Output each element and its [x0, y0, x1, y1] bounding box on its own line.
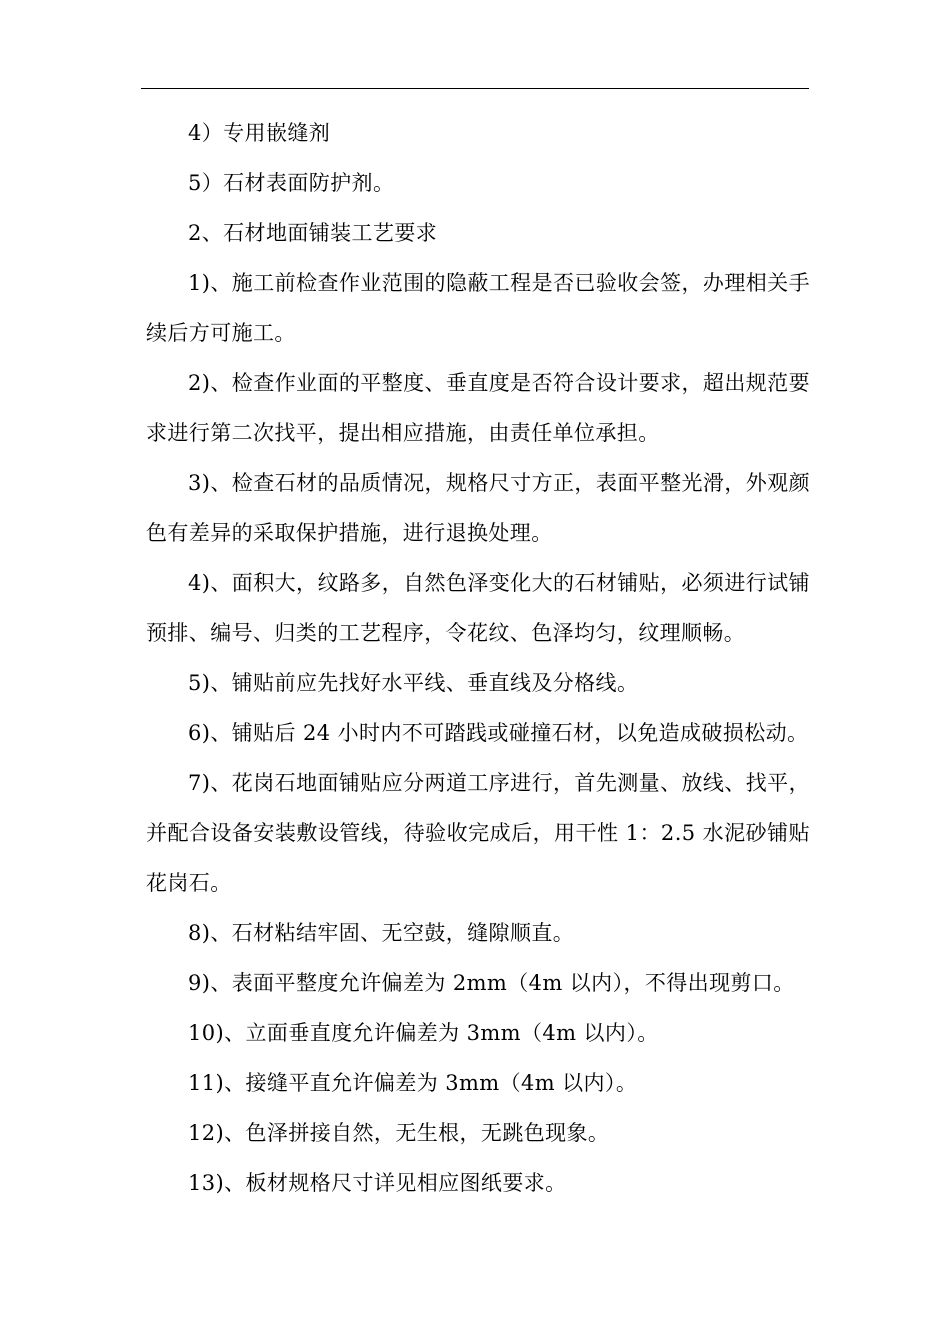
document-body: [146, 108, 810, 1208]
header-rule: [141, 88, 809, 89]
section-heading-stone-floor-paving: 2、石材地面铺装工艺要求: [188, 221, 438, 245]
paragraph-item-4-sealant: 4）专用嵌缝剂: [188, 121, 331, 145]
paragraph-item-5-protective-agent: 5）石材表面防护剂。: [188, 171, 395, 195]
paragraph-requirement-8: 8)、石材粘结牢固、无空鼓，缝隙顺直。: [188, 921, 575, 945]
paragraph-requirement-13: 13)、板材规格尺寸详见相应图纸要求。: [188, 1171, 567, 1195]
paragraph-requirement-7: 7)、花岗石地面铺贴应分两道工序进行，首先测量、放线、找平，并配合设备安装敷设管线，待验收完成后，用干性 1：2.5 水泥砂铺贴花岗石。: [146, 771, 810, 895]
paragraph-requirement-9: 9)、表面平整度允许偏差为 2mm（4m 以内），不得出现剪口。: [188, 971, 795, 995]
paragraph-requirement-1: 1)、施工前检查作业范围的隐蔽工程是否已验收会签，办理相关手续后方可施工。: [146, 271, 810, 345]
paragraph-requirement-4: 4)、面积大，纹路多，自然色泽变化大的石材铺贴，必须进行试铺预排、编号、归类的工艺程序，令花纹、色泽均匀，纹理顺畅。: [146, 571, 810, 645]
paragraph-requirement-3: 3)、检查石材的品质情况，规格尺寸方正，表面平整光滑，外观颜色有差异的采取保护措施，进行退换处理。: [146, 471, 810, 545]
paragraph-requirement-6: 6)、铺贴后 24 小时内不可踏践或碰撞石材，以免造成破损松动。: [188, 721, 809, 745]
paragraph-requirement-12: 12)、色泽拼接自然，无生根，无跳色现象。: [188, 1121, 610, 1145]
paragraph-requirement-5: 5)、铺贴前应先找好水平线、垂直线及分格线。: [188, 671, 639, 695]
paragraph-requirement-2: 2)、检查作业面的平整度、垂直度是否符合设计要求，超出规范要求进行第二次找平，提出相应措施，由责任单位承担。: [146, 371, 810, 445]
paragraph-requirement-11: 11)、接缝平直允许偏差为 3mm（4m 以内）。: [188, 1071, 638, 1095]
paragraph-requirement-10: 10)、立面垂直度允许偏差为 3mm（4m 以内）。: [188, 1021, 659, 1045]
